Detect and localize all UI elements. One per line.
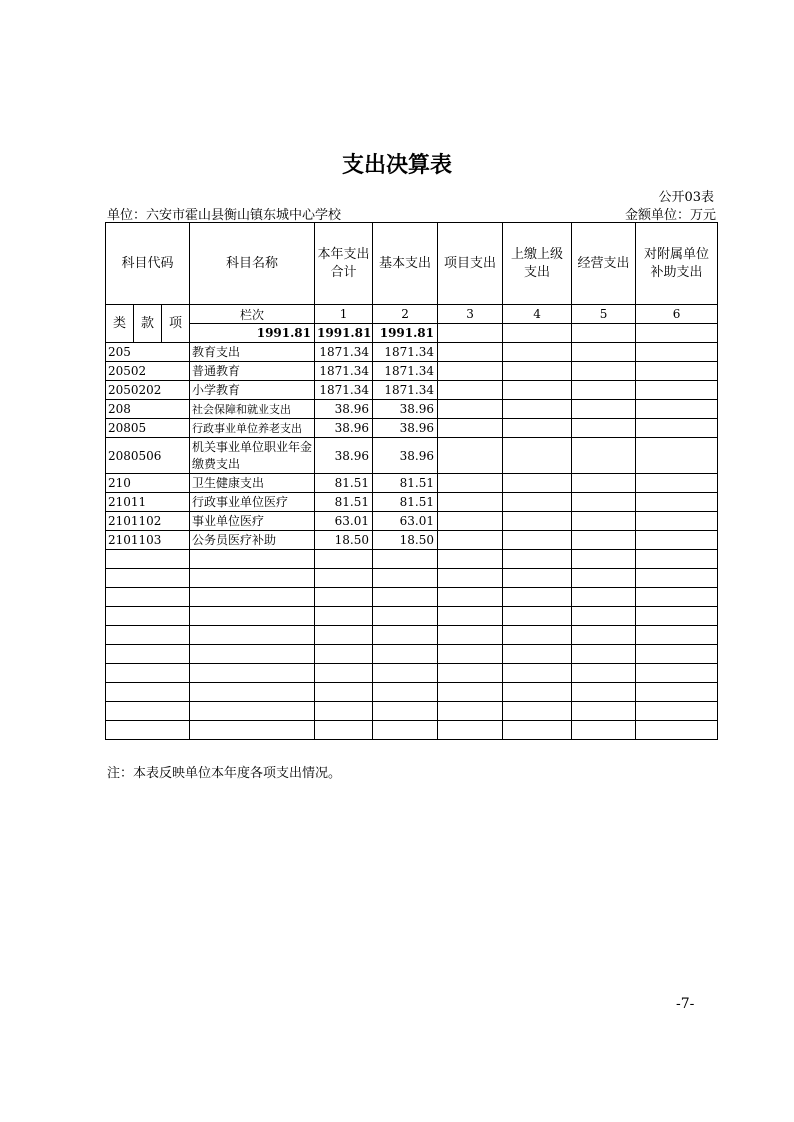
header-kuan: 款 — [134, 305, 162, 343]
empty-cell — [106, 664, 190, 683]
row-name: 小学教育 — [190, 381, 315, 400]
row-total: 1871.34 — [315, 343, 373, 362]
empty-cell — [503, 588, 572, 607]
empty-cell — [373, 683, 438, 702]
empty-cell — [503, 683, 572, 702]
empty-cell — [503, 400, 572, 419]
row-code: 205 — [106, 343, 190, 362]
empty-cell — [315, 702, 373, 721]
page-title: 支出决算表 — [341, 153, 452, 178]
empty-cell — [190, 645, 315, 664]
empty-cell — [636, 664, 718, 683]
empty-cell — [636, 607, 718, 626]
row-code: 208 — [106, 400, 190, 419]
empty-cell — [438, 362, 503, 381]
empty-cell — [315, 588, 373, 607]
empty-cell — [373, 664, 438, 683]
table-row — [106, 343, 718, 362]
empty-cell — [572, 438, 636, 474]
empty-cell — [106, 683, 190, 702]
header-business: 经营支出 — [572, 223, 636, 305]
empty-cell — [106, 550, 190, 569]
empty-cell — [503, 550, 572, 569]
empty-cell — [572, 531, 636, 550]
empty-cell — [315, 569, 373, 588]
row-code: 21011 — [106, 493, 190, 512]
empty-cell — [438, 721, 503, 740]
empty-cell — [373, 645, 438, 664]
empty-cell — [636, 645, 718, 664]
empty-row — [106, 683, 718, 702]
column-number-4: 4 — [503, 305, 572, 324]
empty-cell — [572, 474, 636, 493]
empty-cell — [438, 474, 503, 493]
empty-cell — [572, 721, 636, 740]
empty-row — [106, 626, 718, 645]
column-number-row — [106, 305, 718, 324]
empty-cell — [572, 343, 636, 362]
row-code: 2050202 — [106, 381, 190, 400]
header-subsidiary: 对附属单位补助支出 — [636, 223, 718, 305]
empty-cell — [572, 626, 636, 645]
empty-cell — [438, 626, 503, 645]
empty-cell — [438, 607, 503, 626]
empty-cell — [636, 569, 718, 588]
empty-cell — [503, 569, 572, 588]
empty-row — [106, 588, 718, 607]
empty-cell — [190, 721, 315, 740]
row-name: 社会保障和就业支出 — [190, 400, 315, 419]
total-row — [106, 324, 718, 343]
empty-cell — [503, 721, 572, 740]
empty-cell — [373, 702, 438, 721]
empty-cell — [503, 664, 572, 683]
table-row — [106, 531, 718, 550]
empty-cell — [636, 721, 718, 740]
empty-cell — [503, 702, 572, 721]
empty-cell — [438, 664, 503, 683]
row-total: 38.96 — [315, 438, 373, 474]
empty-cell — [315, 607, 373, 626]
row-basic: 18.50 — [373, 531, 438, 550]
row-total: 38.96 — [315, 400, 373, 419]
row-basic: 38.96 — [373, 419, 438, 438]
empty-cell — [572, 381, 636, 400]
row-name: 机关事业单位职业年金缴费支出 — [190, 438, 315, 474]
empty-cell — [106, 645, 190, 664]
empty-cell — [636, 362, 718, 381]
empty-cell — [572, 664, 636, 683]
empty-cell — [572, 400, 636, 419]
empty-cell — [636, 381, 718, 400]
table-row — [106, 419, 718, 438]
empty-cell — [636, 512, 718, 531]
empty-cell — [636, 493, 718, 512]
row-name: 公务员医疗补助 — [190, 531, 315, 550]
empty-cell — [503, 645, 572, 664]
row-basic: 81.51 — [373, 493, 438, 512]
empty-cell — [373, 588, 438, 607]
empty-cell — [636, 683, 718, 702]
row-total: 1871.34 — [315, 381, 373, 400]
row-basic: 38.96 — [373, 400, 438, 419]
column-number-2: 2 — [373, 305, 438, 324]
empty-cell — [438, 550, 503, 569]
empty-cell — [315, 664, 373, 683]
empty-cell — [373, 721, 438, 740]
empty-cell — [438, 419, 503, 438]
table-row — [106, 381, 718, 400]
empty-cell — [572, 512, 636, 531]
empty-cell — [373, 569, 438, 588]
table-row — [106, 474, 718, 493]
empty-cell — [572, 493, 636, 512]
empty-row — [106, 569, 718, 588]
empty-cell — [503, 474, 572, 493]
empty-cell — [503, 362, 572, 381]
empty-cell — [503, 438, 572, 474]
empty-cell — [503, 626, 572, 645]
empty-cell — [636, 588, 718, 607]
row-total: 18.50 — [315, 531, 373, 550]
empty-cell — [636, 531, 718, 550]
row-code: 2101102 — [106, 512, 190, 531]
empty-cell — [315, 645, 373, 664]
row-total: 63.01 — [315, 512, 373, 531]
row-name: 行政事业单位养老支出 — [190, 419, 315, 438]
form-number: 公开03表 — [658, 190, 714, 205]
empty-cell — [373, 607, 438, 626]
row-name: 事业单位医疗 — [190, 512, 315, 531]
empty-cell — [315, 626, 373, 645]
column-number-6: 6 — [636, 305, 718, 324]
row-code: 2101103 — [106, 531, 190, 550]
row-name: 普通教育 — [190, 362, 315, 381]
empty-cell — [438, 381, 503, 400]
empty-cell — [315, 550, 373, 569]
empty-cell — [503, 381, 572, 400]
empty-cell — [636, 474, 718, 493]
empty-cell — [190, 569, 315, 588]
empty-cell — [106, 569, 190, 588]
empty-cell — [190, 550, 315, 569]
column-label: 栏次 — [190, 305, 315, 324]
empty-cell — [106, 626, 190, 645]
empty-row — [106, 550, 718, 569]
empty-cell — [190, 683, 315, 702]
empty-cell — [572, 362, 636, 381]
column-number-1: 1 — [315, 305, 373, 324]
header-upper: 上缴上级支出 — [503, 223, 572, 305]
row-name: 教育支出 — [190, 343, 315, 362]
empty-cell — [572, 645, 636, 664]
empty-row — [106, 607, 718, 626]
column-number-3: 3 — [438, 305, 503, 324]
empty-cell — [438, 569, 503, 588]
empty-cell — [106, 702, 190, 721]
header-basic: 基本支出 — [373, 223, 438, 305]
empty-cell — [315, 683, 373, 702]
table-row — [106, 362, 718, 381]
empty-cell — [572, 702, 636, 721]
empty-cell — [572, 588, 636, 607]
empty-cell — [572, 683, 636, 702]
empty-cell — [438, 512, 503, 531]
row-basic: 1871.34 — [373, 381, 438, 400]
header-lei: 类 — [106, 305, 134, 343]
empty-cell — [438, 645, 503, 664]
empty-cell — [190, 607, 315, 626]
empty-cell — [572, 607, 636, 626]
row-total: 81.51 — [315, 474, 373, 493]
empty-cell — [106, 721, 190, 740]
amount-unit-label: 金额单位：万元 — [624, 208, 716, 223]
empty-cell — [106, 588, 190, 607]
empty-row — [106, 645, 718, 664]
empty-cell — [438, 683, 503, 702]
row-code: 2080506 — [106, 438, 190, 474]
empty-cell — [190, 702, 315, 721]
empty-cell — [636, 550, 718, 569]
empty-cell — [503, 419, 572, 438]
table-row — [106, 512, 718, 531]
row-code: 20805 — [106, 419, 190, 438]
empty-cell — [190, 588, 315, 607]
row-basic: 1871.34 — [373, 362, 438, 381]
empty-cell — [438, 702, 503, 721]
header-row — [106, 223, 718, 305]
empty-cell — [190, 664, 315, 683]
empty-cell — [438, 531, 503, 550]
empty-cell — [438, 588, 503, 607]
column-number-5: 5 — [572, 305, 636, 324]
empty-cell — [572, 550, 636, 569]
header-total: 本年支出合计 — [315, 223, 373, 305]
total-row-basic: 1991.81 — [373, 324, 438, 343]
empty-cell — [636, 438, 718, 474]
row-basic: 63.01 — [373, 512, 438, 531]
unit-label: 单位：六安市霍山县衡山镇东城中心学校 — [107, 208, 342, 223]
empty-cell — [438, 493, 503, 512]
row-basic: 38.96 — [373, 438, 438, 474]
empty-cell — [438, 438, 503, 474]
row-name: 卫生健康支出 — [190, 474, 315, 493]
empty-row — [106, 664, 718, 683]
row-total: 81.51 — [315, 493, 373, 512]
empty-cell — [373, 626, 438, 645]
row-total: 1871.34 — [315, 362, 373, 381]
empty-cell — [572, 569, 636, 588]
row-total: 38.96 — [315, 419, 373, 438]
empty-row — [106, 702, 718, 721]
header-xiang: 项 — [162, 305, 190, 343]
empty-cell — [636, 343, 718, 362]
table-note: 注：本表反映单位本年度各项支出情况。 — [107, 766, 342, 781]
empty-cell — [503, 343, 572, 362]
empty-cell — [503, 493, 572, 512]
empty-cell — [315, 721, 373, 740]
empty-cell — [636, 702, 718, 721]
empty-cell — [438, 343, 503, 362]
header-project: 项目支出 — [438, 223, 503, 305]
row-code: 20502 — [106, 362, 190, 381]
table-row — [106, 438, 718, 474]
empty-cell — [106, 607, 190, 626]
row-basic: 1871.34 — [373, 343, 438, 362]
empty-cell — [503, 531, 572, 550]
row-code: 210 — [106, 474, 190, 493]
total-row-label: 1991.81 — [190, 324, 315, 343]
header-subject-code: 科目代码 — [106, 223, 190, 305]
header-subject-name: 科目名称 — [190, 223, 315, 305]
row-basic: 81.51 — [373, 474, 438, 493]
table-row — [106, 493, 718, 512]
empty-cell — [438, 400, 503, 419]
empty-cell — [636, 400, 718, 419]
empty-cell — [636, 419, 718, 438]
empty-cell — [636, 626, 718, 645]
table-row — [106, 400, 718, 419]
empty-cell — [503, 512, 572, 531]
empty-row — [106, 721, 718, 740]
expenditure-table — [105, 222, 718, 740]
empty-cell — [503, 607, 572, 626]
empty-cell — [572, 419, 636, 438]
total-row-total: 1991.81 — [315, 324, 373, 343]
empty-cell — [190, 626, 315, 645]
empty-cell — [373, 550, 438, 569]
row-name: 行政事业单位医疗 — [190, 493, 315, 512]
page-number: -7- — [676, 996, 695, 1012]
